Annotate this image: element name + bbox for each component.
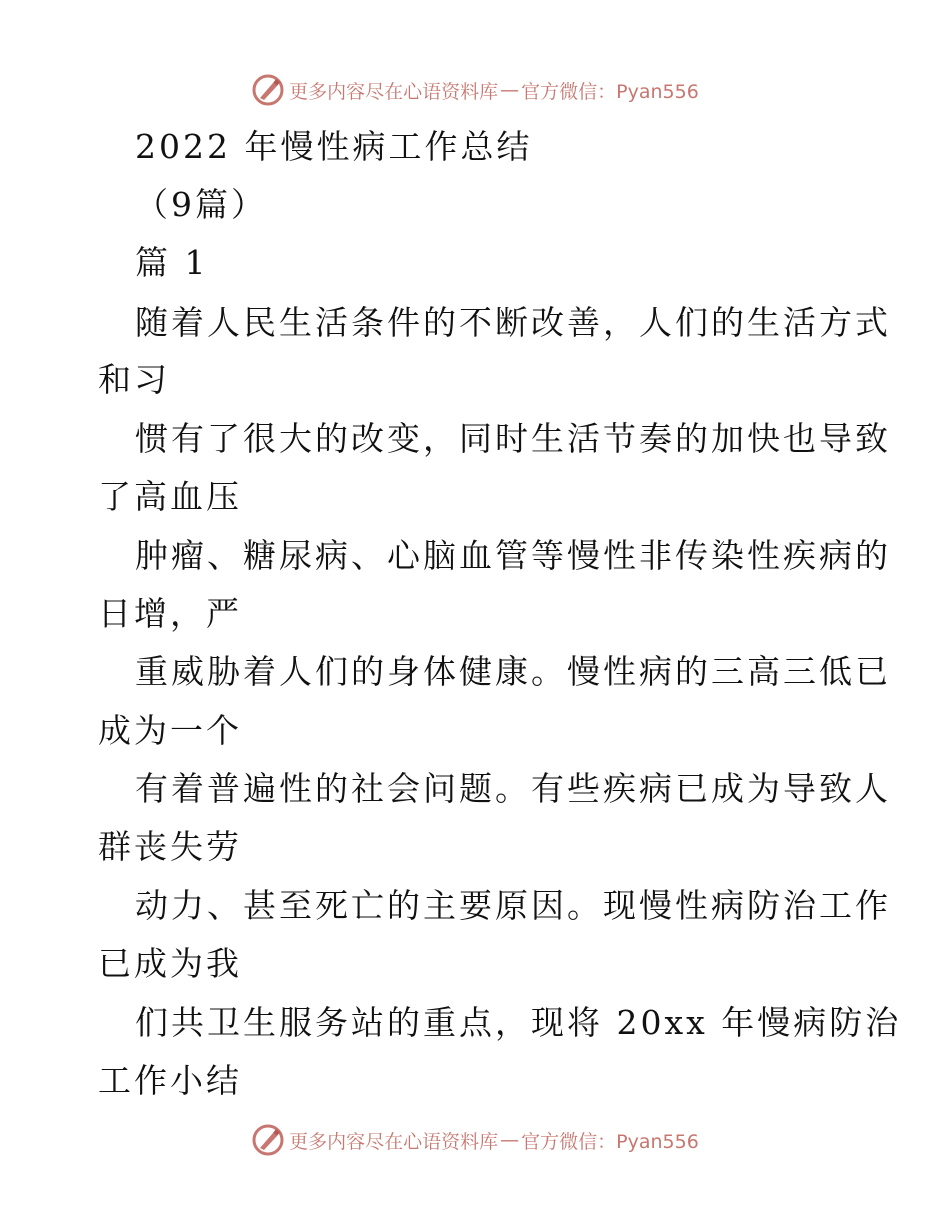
watermark-text: 更多内容尽在心语资料库 <box>289 80 499 103</box>
paragraph-line: 已成为我 <box>98 944 242 983</box>
section-heading: 篇 1 <box>135 243 209 282</box>
paragraph-line: 随着人民生活条件的不断改善，人们的生活方式 <box>135 303 891 342</box>
paragraph-line: 有着普遍性的社会问题。有些疾病已成为导致人 <box>135 769 891 808</box>
paragraph-line: 惯有了很大的改变，同时生活节奏的加快也导致 <box>135 419 891 458</box>
paragraph-line: 日增，严 <box>98 594 242 633</box>
document-title: 2022 年慢性病工作总结 <box>135 127 533 166</box>
paragraph-line: 们共卫生服务站的重点，现将 20xx 年慢病防治 <box>135 1003 902 1042</box>
pen-logo-icon <box>251 1123 285 1157</box>
paragraph-line: 群丧失劳 <box>98 827 242 866</box>
header-watermark <box>0 70 950 110</box>
watermark-separator: — <box>500 1129 520 1151</box>
watermark-account: 官方微信：Pyan556 <box>521 1130 699 1153</box>
watermark-separator: — <box>500 79 520 101</box>
paragraph-line: 重威胁着人们的身体健康。慢性病的三高三低已 <box>135 652 891 691</box>
watermark-text: 更多内容尽在心语资料库 <box>289 1130 499 1153</box>
paragraph-line: 了高血压 <box>98 477 242 516</box>
footer-watermark <box>0 1120 950 1160</box>
paragraph-line: 成为一个 <box>98 711 242 750</box>
paragraph-line: 和习 <box>98 360 170 399</box>
paragraph-line: 工作小结 <box>98 1061 242 1100</box>
watermark-account: 官方微信：Pyan556 <box>521 80 699 103</box>
paragraph-line: 肿瘤、糖尿病、心脑血管等慢性非传染性疾病的 <box>135 536 891 575</box>
paragraph-line: 动力、甚至死亡的主要原因。现慢性病防治工作 <box>135 886 891 925</box>
document-subtitle: （9篇） <box>135 185 267 224</box>
pen-logo-icon <box>251 73 285 107</box>
